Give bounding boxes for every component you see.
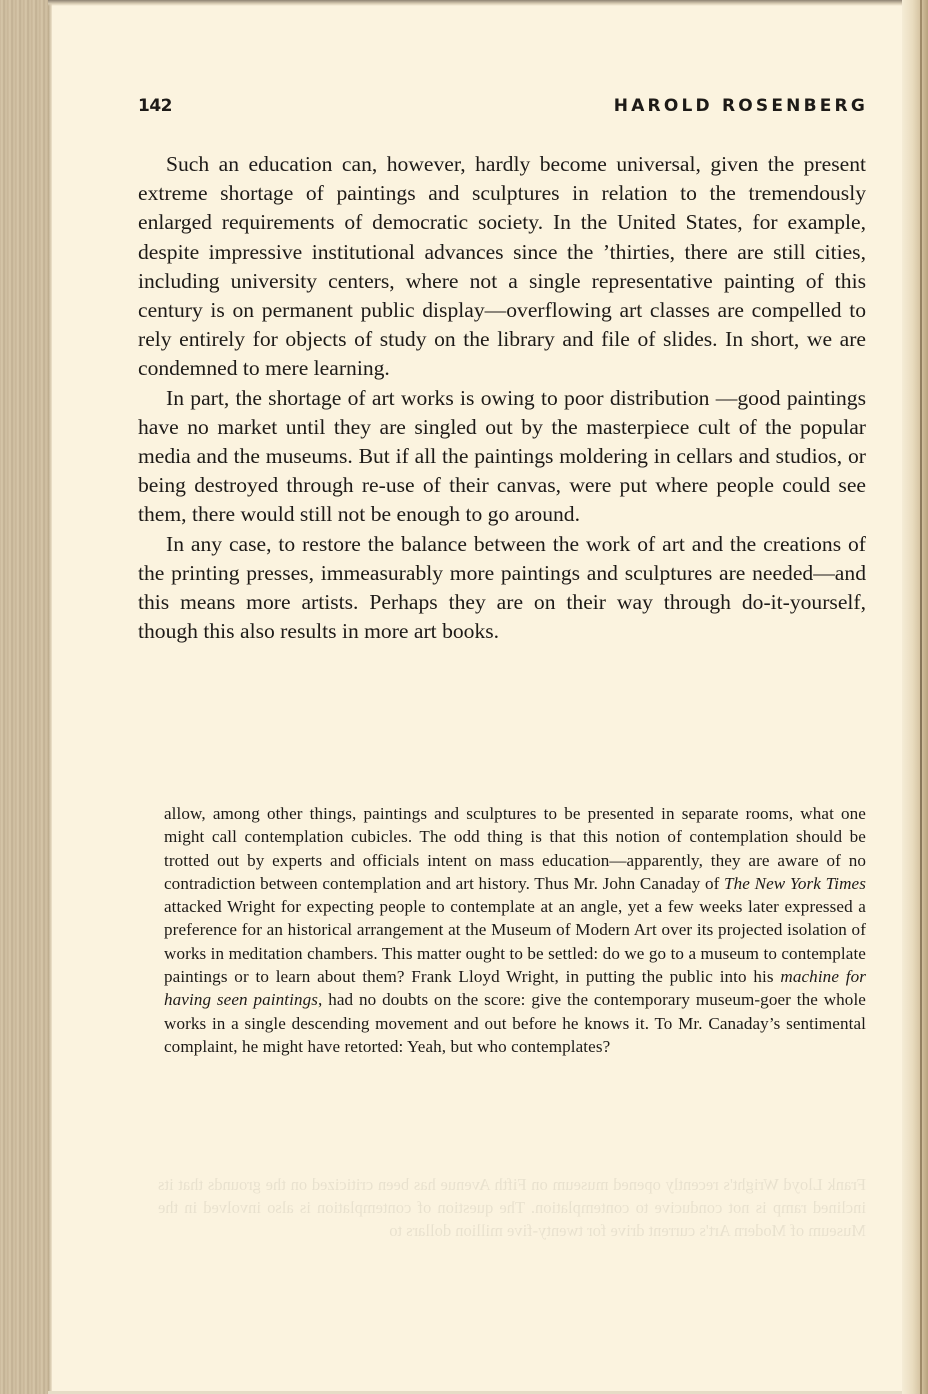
body-text xyxy=(138,150,866,646)
paragraph: In part, the shortage of art works is owing to poor distribution —good paintings have no market until they are singled out by the masterpiece cult of the popular media and the museums. But if all the paintings moldering in cellars and studios, or being destroyed through re-use of their canvas, were put where people could see them, there would still not be enough to go around. xyxy=(138,385,866,527)
paragraph: Such an education can, however, hardly become universal, given the present extreme shortage of paintings and sculptures in relation to the tremendously enlarged requirements of democratic society. In the United States, for example, despite impressive institutional advances since the ’thirties, there are still cities, including university centers, where not a single representative painting of this century is on permanent public display—overflowing art classes are compelled to rely entirely for objects of study on the library and file of slides. In short, we are condemned to mere learning. xyxy=(138,152,866,381)
page-top-shadow xyxy=(48,0,928,6)
page-number: 142 xyxy=(138,96,172,116)
running-title: HAROLD ROSENBERG xyxy=(613,96,868,116)
footnote xyxy=(164,802,866,1058)
page-stack-edge xyxy=(0,0,48,1394)
footnote-italic-newspaper: The New York Times xyxy=(724,873,866,893)
footnote-text: , had no doubts on the score: give the contemporary museum-goer the whole works in a single descending movement and out before he knows it. To Mr. Canaday’s sentimental complaint, he might have retorted: Yeah, but who contemplates? xyxy=(164,990,866,1056)
gutter-fold-line xyxy=(920,0,922,1394)
paragraph: In any case, to restore the balance between the work of art and the creations of the printing presses, immeasurably more paintings and sculptures are needed—and this means more artists. Perhaps they are on their way through do-it-yourself, though this also results in more art books. xyxy=(138,531,866,644)
show-through-text: Frank Lloyd Wright's recently opened museum on Fifth Avenue has been criticized on the grounds that its inclined ramp is not conducive to contemplation. The question of contemplation is also involved in the Museum of Modern Art's current drive for twenty-five million dollars to xyxy=(158,1175,866,1240)
footnote-text: attacked Wright for expecting people to contemplate at an angle, yet a few weeks later expressed a preference for an historical arrangement at the Museum of Modern Art over its projected isolation of works in meditation chambers. This matter ought to be settled: do we go to a museum to contemplate paintings or to learn about them? Frank Lloyd Wright, in putting the public into his xyxy=(164,897,866,987)
book-gutter xyxy=(902,0,928,1394)
footnote-paragraph xyxy=(164,802,866,1058)
footnote-italic-phrase: machine for having seen paintings xyxy=(164,967,866,1010)
footnote-text: allow, among other things, paintings and sculptures to be presented in separate rooms, what one might call contemplation cubicles. The odd thing is that this notion of contemplation should be trotted out by experts and officials intent on mass education—apparently, they are aware of no contradiction between contemplation and art history. Thus Mr. John Canaday of xyxy=(164,804,866,893)
running-head xyxy=(138,96,868,126)
